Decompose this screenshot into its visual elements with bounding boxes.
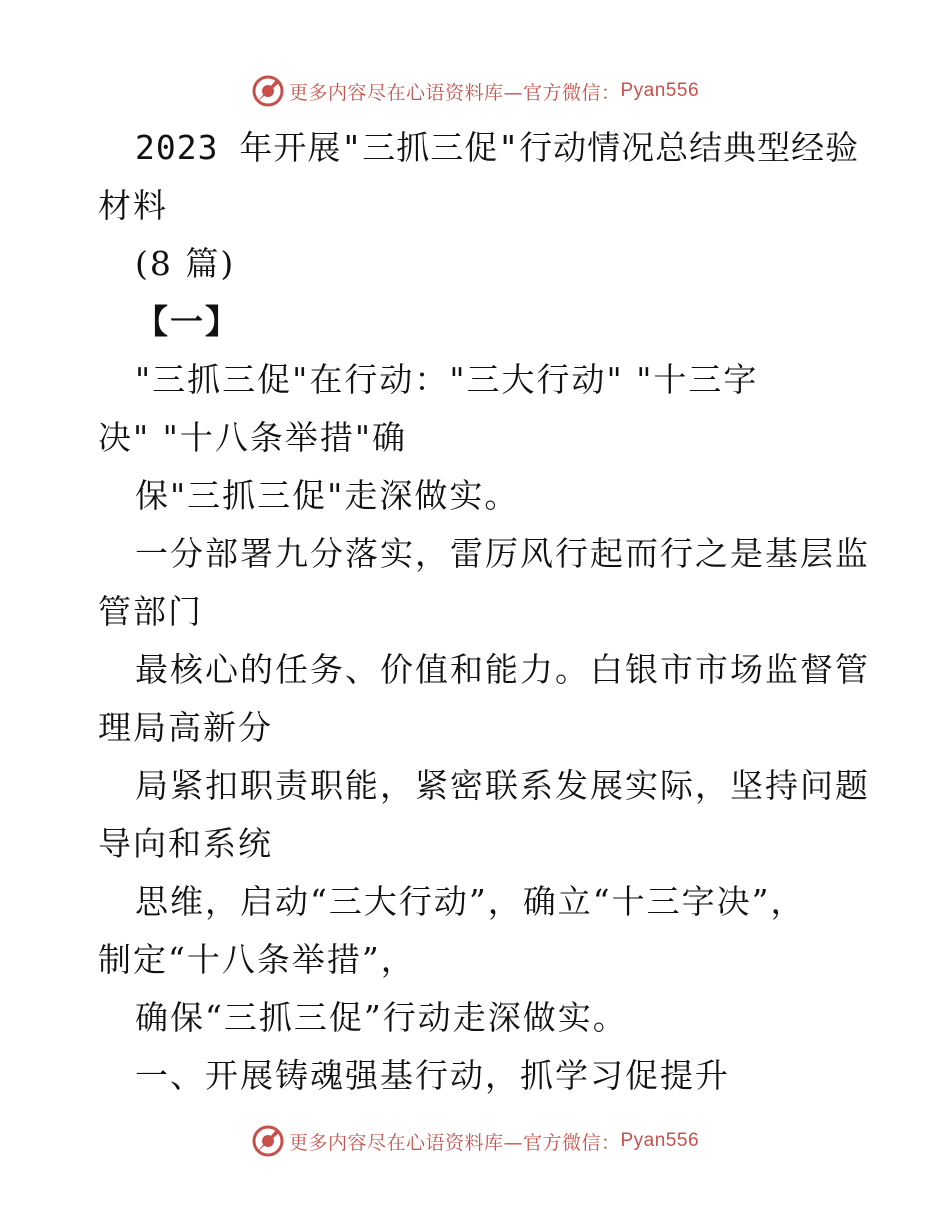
footer-watermark: [0, 1124, 950, 1158]
section-heading: 【一】: [135, 302, 240, 341]
body-line-11: 制定“十八条举措”，: [98, 940, 416, 979]
watermark-wechat-id: Pyan556: [620, 1130, 700, 1151]
body-line-10: 思维，启动“三大行动”，确立“十三字决”，: [135, 882, 806, 921]
body-line-9: 导向和系统: [98, 824, 273, 863]
body-line-3: 保"三抓三促"走深做实。: [135, 476, 520, 515]
body-line-8: 局紧扣职责职能，紧密联系发展实际，坚持问题: [135, 766, 870, 805]
body-line-7: 理局高新分: [98, 708, 273, 747]
body-line-6: 最核心的任务、价值和能力。白银市市场监督管: [135, 650, 870, 689]
body-line-2: 决" "十八条举措"确: [98, 418, 408, 457]
document-title-line-1: 2023 年开展"三抓三促"行动情况总结典型经验: [135, 128, 860, 167]
body-line-13: 一、开展铸魂强基行动，抓学习促提升: [135, 1056, 730, 1095]
quill-logo-icon: [251, 74, 285, 108]
document-count: (8 篇): [135, 244, 236, 283]
document-title-line-2: 材料: [98, 186, 168, 225]
body-line-1: "三抓三促"在行动："三大行动" "十三字: [135, 360, 759, 399]
watermark-wechat-id: Pyan556: [620, 80, 700, 101]
body-line-4: 一分部署九分落实，雷厉风行起而行之是基层监: [135, 534, 870, 573]
body-line-5: 管部门: [98, 592, 203, 631]
header-watermark: [0, 74, 950, 108]
body-line-12: 确保“三抓三促”行动走深做实。: [135, 998, 628, 1037]
watermark-text: 更多内容尽在心语资料库—官方微信：: [288, 1131, 621, 1154]
quill-logo-icon: [251, 1124, 285, 1158]
watermark-text: 更多内容尽在心语资料库—官方微信：: [288, 81, 621, 104]
